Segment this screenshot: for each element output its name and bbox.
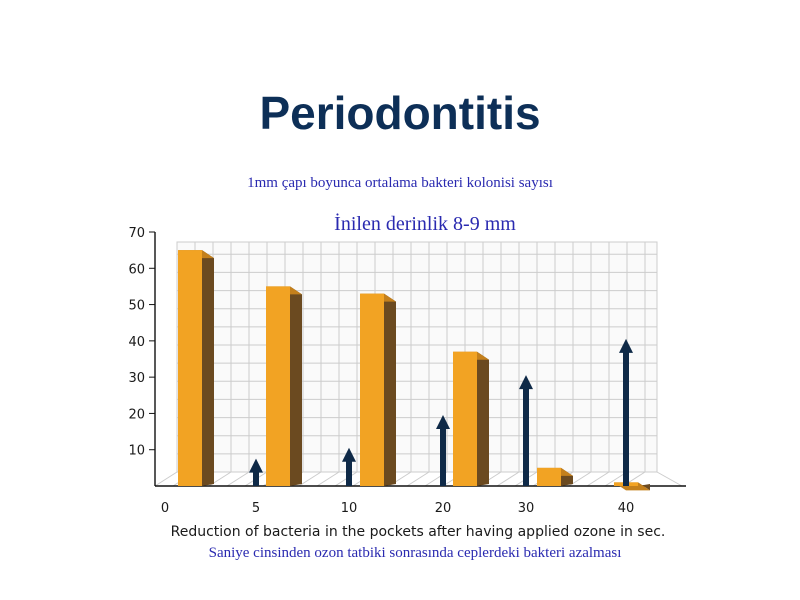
floor-gridline	[155, 472, 177, 486]
bar-front	[453, 352, 477, 486]
y-tick-label: 30	[128, 371, 145, 387]
bar-front	[360, 294, 384, 486]
arrow-shaft	[523, 385, 529, 486]
bar	[178, 250, 214, 486]
chart-subtitle: 1mm çapı boyunca ortalama bakteri kolonisi sayısı	[247, 175, 553, 191]
bar-side	[477, 352, 489, 486]
x-tick-label: 40	[617, 501, 635, 516]
floor-right-edge	[657, 472, 682, 486]
floor-gridline	[317, 472, 339, 486]
y-tick-label: 70	[128, 226, 145, 241]
x-tick-label: 20	[434, 501, 452, 516]
x-tick-label: 0	[160, 501, 170, 516]
y-tick-label: 50	[128, 298, 145, 314]
arrow-shaft	[346, 458, 352, 486]
y-tick-label: 10	[128, 443, 145, 459]
bar-side	[290, 286, 302, 486]
bar-front	[266, 286, 290, 486]
caption-turkish: Saniye cinsinden ozon tatbiki sonrasında ceplerdeki bakteri azalması	[208, 545, 622, 561]
floor-gridline	[227, 472, 249, 486]
y-tick-label: 40	[128, 334, 145, 350]
x-tick-label: 10	[340, 501, 358, 516]
y-tick-label: 60	[128, 262, 145, 278]
bar	[453, 352, 489, 486]
y-tick-label: 20	[128, 407, 145, 423]
bar	[360, 294, 396, 486]
arrow-shaft	[440, 425, 446, 486]
floor-gridline	[299, 472, 321, 486]
bar-front	[178, 250, 202, 486]
floor-gridline	[587, 472, 609, 486]
bar-front	[537, 468, 561, 486]
x-tick-label: 5	[251, 501, 261, 516]
floor-gridline	[497, 472, 519, 486]
bar-side	[384, 294, 396, 486]
bar	[266, 286, 302, 486]
chart-grid	[155, 242, 682, 486]
floor-gridline	[407, 472, 429, 486]
bar-side	[202, 250, 214, 486]
arrow-shaft	[623, 349, 629, 486]
x-axis-label: Reduction of bacteria in the pockets after having applied ozone in sec.	[170, 524, 666, 540]
x-tick-label: 30	[517, 501, 535, 516]
slide-title: Periodontitis	[259, 87, 541, 139]
depth-label: İnilen derinlik 8-9 mm	[334, 213, 516, 235]
